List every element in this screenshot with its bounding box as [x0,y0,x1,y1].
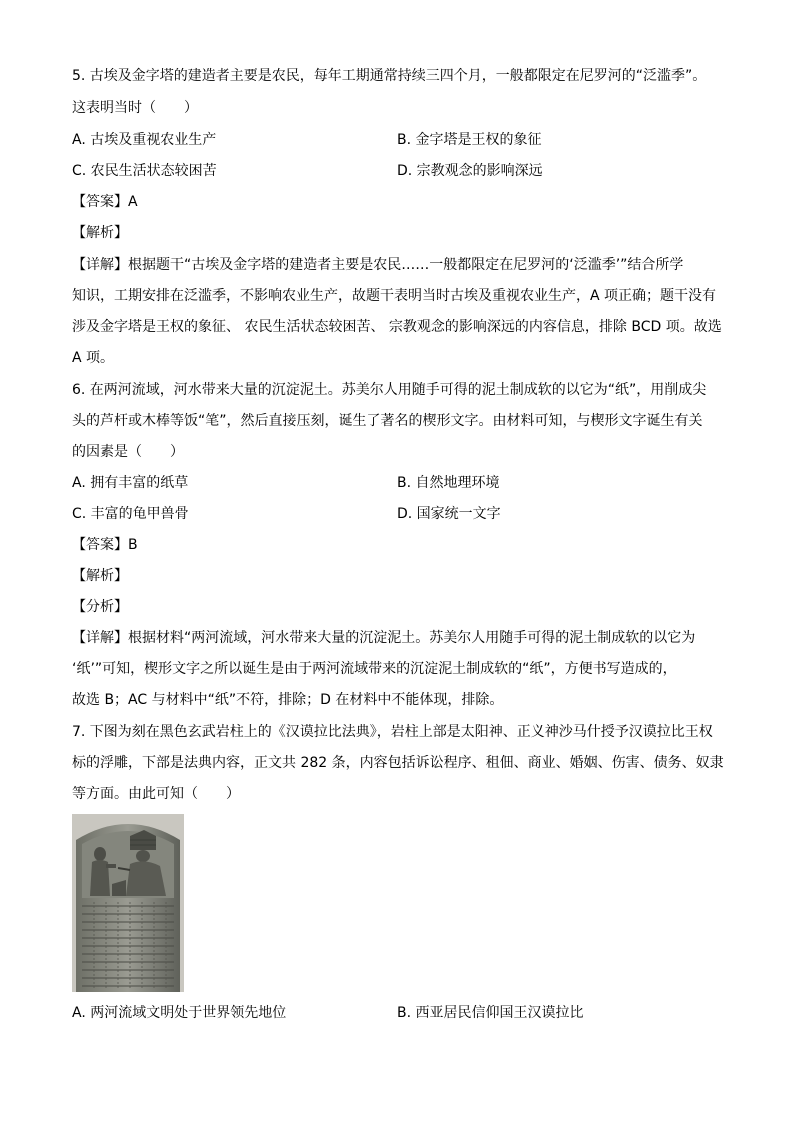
q6-fenxi-label: 【分析】 [72,599,128,615]
q6-stem-line-3: 的因素是（ ） [72,444,184,460]
q5-option-c: C. 农民生活状态较困苦 [72,163,217,179]
q6-answer: 【答案】B [72,537,138,553]
q5-detail-line-2: 知识，工期安排在泛滥季，不影响农业生产，故题干表明当时古埃及重视农业生产，A 项正确；题干没有 [72,288,717,304]
q6-stem-line-1: 6. 在两河流域，河水带来大量的沉淀泥土。苏美尔人用随手可得的泥土制成软的以它为“纸”，用削成尖 [72,382,707,398]
q5-detail-line-4: A 项。 [72,350,115,366]
q7-stem-line-1: 7. 下图为刻在黑色玄武岩柱上的《汉谟拉比法典》，岩柱上部是太阳神、正义神沙马什授予汉谟拉比王权 [72,724,713,740]
q7-option-a: A. 两河流域文明处于世界领先地位 [72,1005,287,1021]
q7-option-b: B. 西亚居民信仰国王汉谟拉比 [397,1005,584,1021]
q6-stem-line-2: 头的芦杆或木棒等饭“笔”，然后直接压刻，诞生了著名的楔形文字。由材料可知，与楔形文字诞生有关 [72,413,703,429]
q5-option-a: A. 古埃及重视农业生产 [72,132,217,148]
q5-option-d: D. 宗教观念的影响深远 [397,163,543,179]
q6-option-c: C. 丰富的龟甲兽骨 [72,506,189,522]
q5-option-b: B. 金字塔是王权的象征 [397,132,542,148]
q6-option-a: A. 拥有丰富的纸草 [72,475,189,491]
q6-detail-line-2: ‘纸’”可知，楔形文字之所以诞生是由于两河流域带来的沉淀泥土制成软的“纸”，方便书写造成的， [72,661,677,677]
q6-detail-line-1: 【详解】根据材料“两河流域，河水带来大量的沉淀泥土。苏美尔人用随手可得的泥土制成软的以它为 [72,630,696,646]
q6-option-b: B. 自然地理环境 [397,475,500,491]
q6-option-d: D. 国家统一文字 [397,506,501,522]
q5-analysis-label: 【解析】 [72,225,128,241]
hammurabi-stele-image [72,814,184,992]
q5-stem-line-2: 这表明当时（ ） [72,100,198,116]
q5-stem-line-1: 5. 古埃及金字塔的建造者主要是农民，每年工期通常持续三四个月，一般都限定在尼罗河的“泛滥季”。 [72,68,707,84]
q5-detail-line-1: 【详解】根据题干“古埃及金字塔的建造者主要是农民……一般都限定在尼罗河的‘泛滥季’”结合所学 [72,257,684,273]
q7-stem-line-2: 标的浮雕，下部是法典内容，正文共 282 条，内容包括诉讼程序、租佃、商业、婚姻、伤害、债务、奴隶 [72,755,724,771]
q5-answer: 【答案】A [72,194,138,210]
q6-analysis-label: 【解析】 [72,568,128,584]
q6-detail-line-3: 故选 B；AC 与材料中“纸”不符，排除；D 在材料中不能体现，排除。 [72,692,504,708]
q7-stem-line-3: 等方面。由此可知（ ） [72,786,240,802]
q5-detail-line-3: 涉及金字塔是王权的象征、 农民生活状态较困苦、 宗教观念的影响深远的内容信息，排除 BCD 项。故选 [72,319,722,335]
